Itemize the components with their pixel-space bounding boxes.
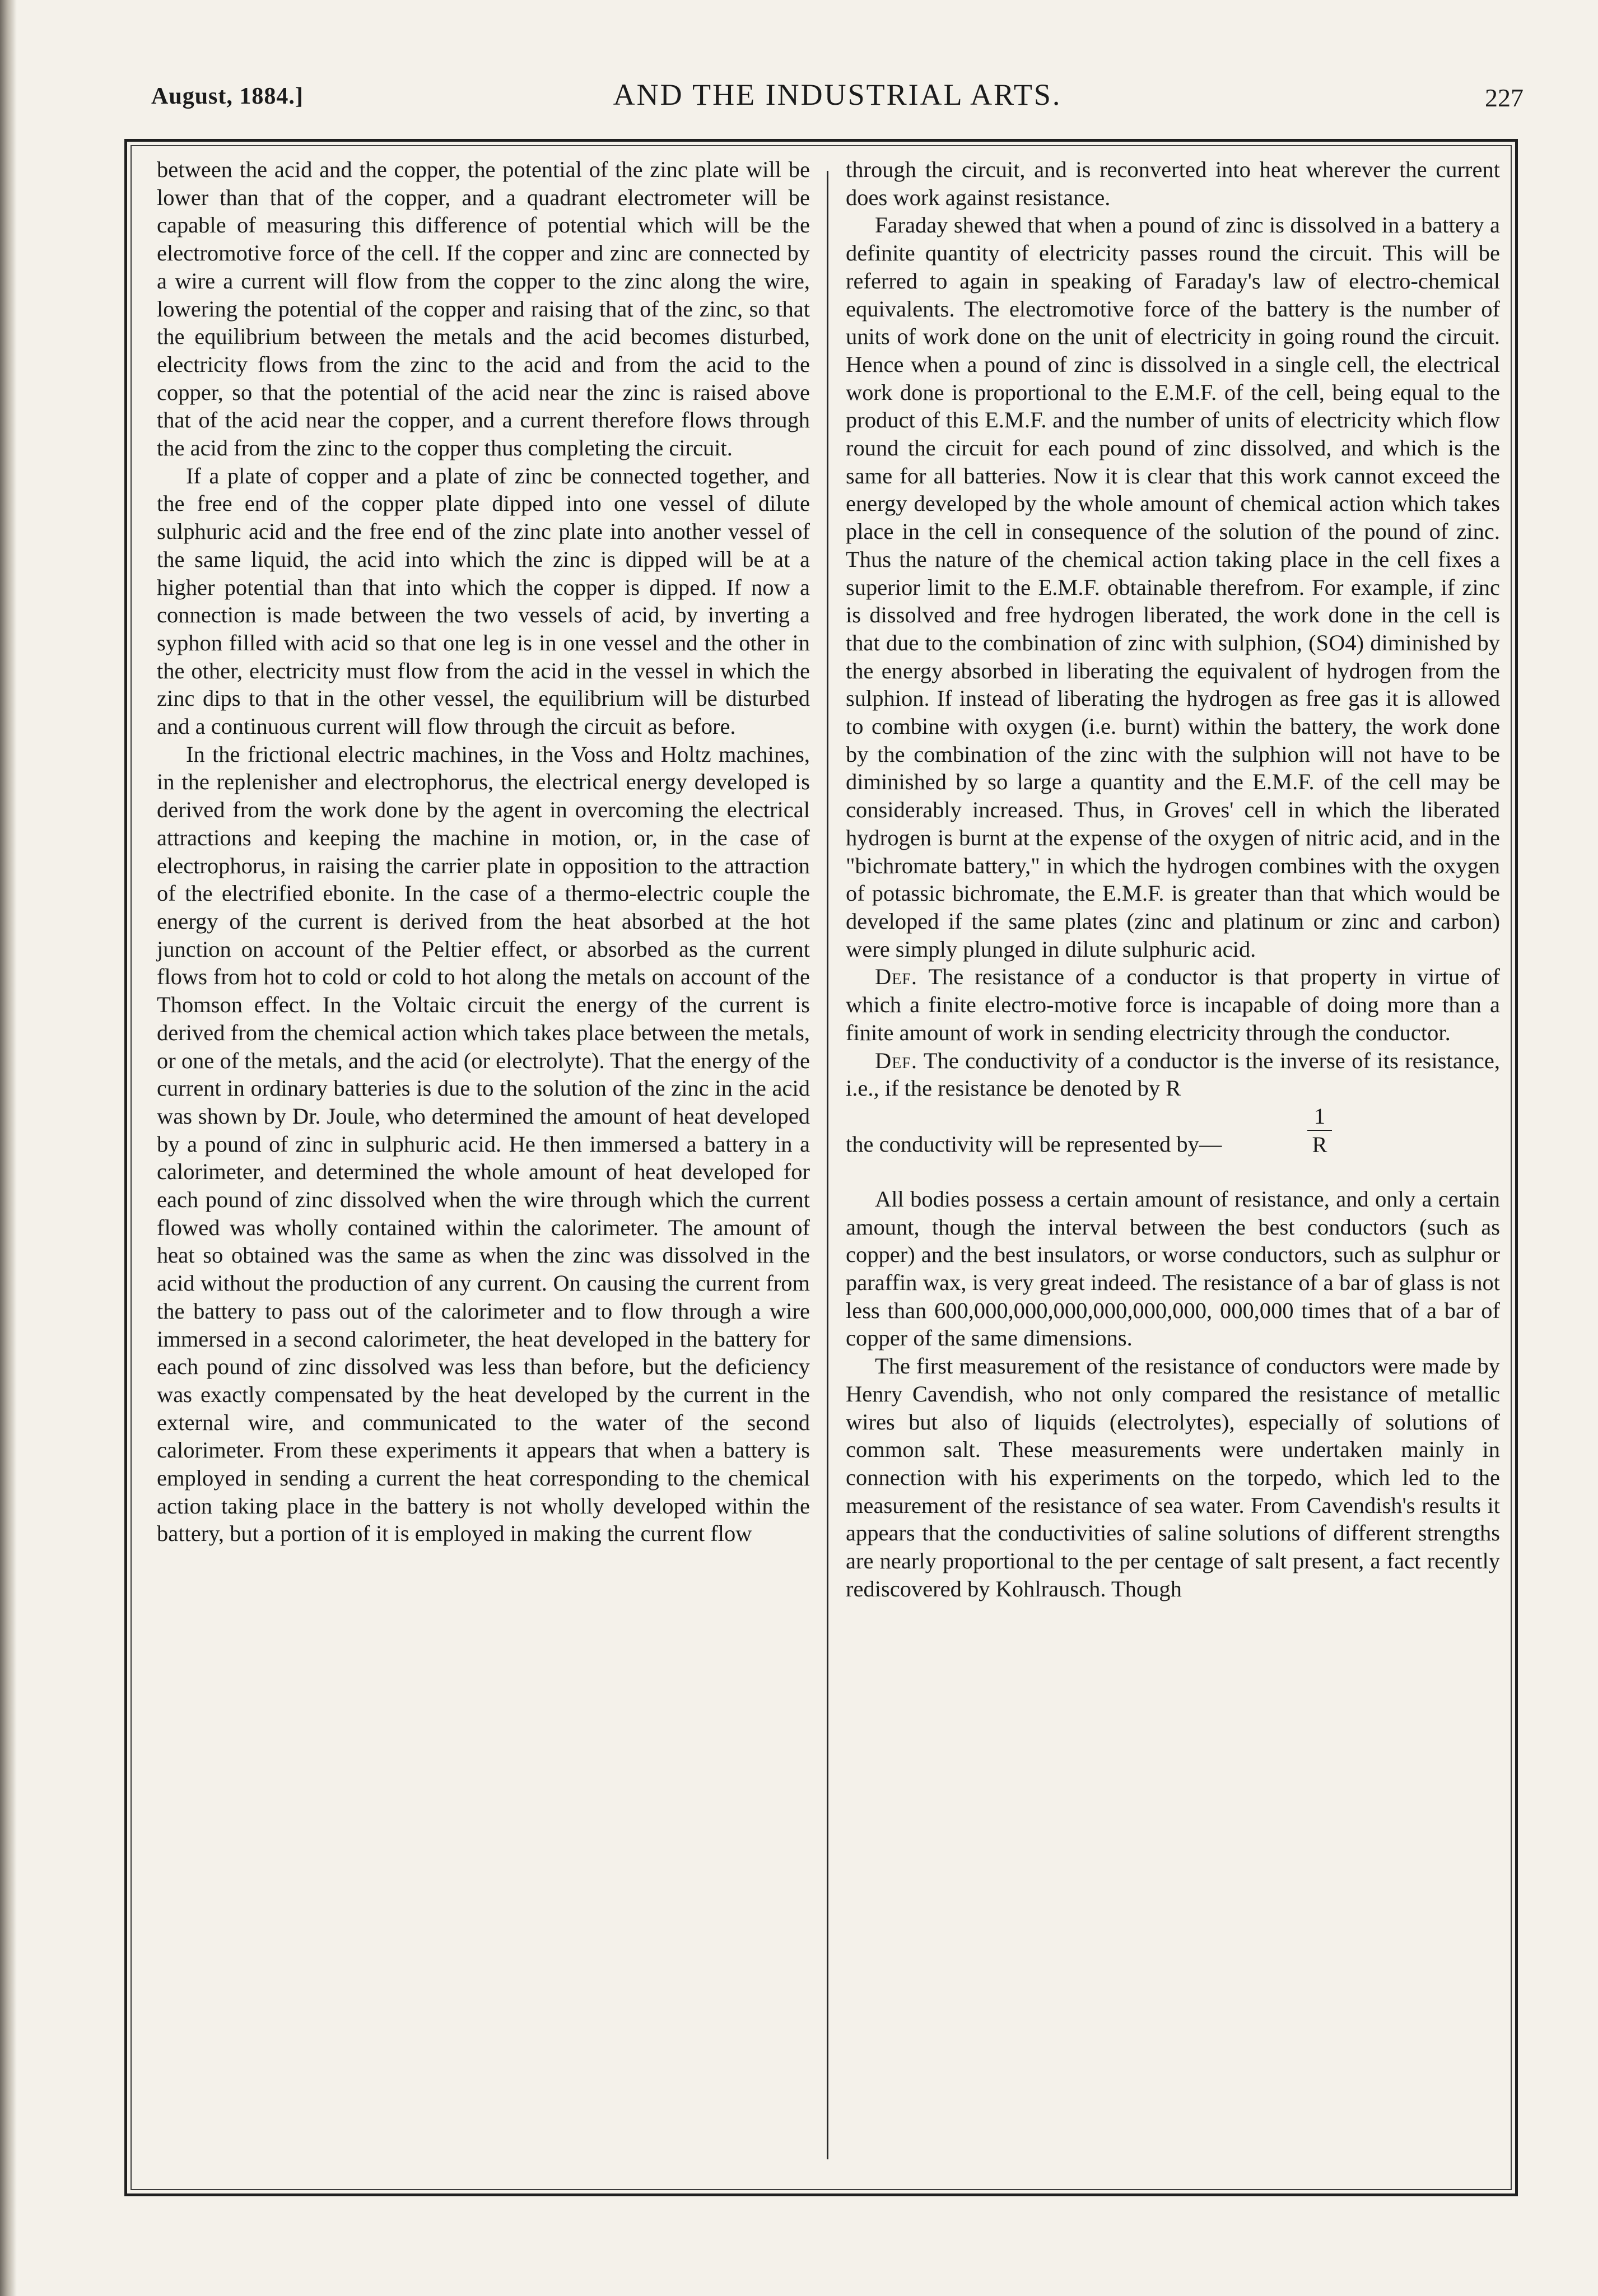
fraction-denominator: R bbox=[1312, 1131, 1327, 1157]
definition-text: The conductivity of a conductor is the inverse of its resistance, i.e., if the resistance be denoted by R bbox=[846, 1047, 1500, 1101]
right-column bbox=[846, 156, 1500, 1603]
paragraph: If a plate of copper and a plate of zinc be connected together, and the free end of the copper plate dipped into one vessel of dilute sulphuric acid and the free end of the zinc plate into another vessel of the same liquid, the acid into which the zinc is dipped will be at a higher potential than that into which the copper is dipped. If now a connection is made between the two vessels of acid, by inverting a syphon filled with acid so that one leg is in one vessel and the other in the other, electricity must flow from the acid in the vessel in which the zinc dips to that in the other vessel, the equilibrium will be disturbed and a continuous current will flow through the circuit as before. bbox=[157, 463, 810, 739]
paragraph: The first measurement of the resistance of conductors were made by Henry Cavendish, who not only compared the resistance of metallic wires but also of liquids (electrolytes), especially of solutions of common salt. These measurements were undertaken mainly in connection with his experiments on the torpedo, which led to the measurement of the resistance of sea water. From Cavendish's results it appears that the conductivities of saline solutions of different strengths are nearly proportional to the per centage of salt present, a fact recently rediscovered by Kohlrausch. Though bbox=[846, 1353, 1500, 1601]
definition-text: The resistance of a conductor is that property in virtue of which a finite electro-motive force is incapable of doing more than a finite amount of work in sending electricity through the conductor. bbox=[846, 964, 1500, 1045]
journal-title: AND THE INDUSTRIAL ARTS. bbox=[613, 78, 1062, 111]
paragraph: through the circuit, and is reconverted into heat wherever the current does work against resistance. bbox=[846, 157, 1500, 210]
definition-conductivity bbox=[846, 1047, 1500, 1102]
page-binding-edge bbox=[0, 0, 17, 2296]
definition-resistance bbox=[846, 963, 1500, 1046]
conductivity-formula bbox=[846, 1102, 1500, 1185]
definition-label: Def. bbox=[875, 964, 918, 990]
issue-date: August, 1884.] bbox=[151, 83, 304, 109]
paragraph: Faraday shewed that when a pound of zinc is dissolved in a battery a definite quantity of electricity passes round the circuit. This will be referred to again in speaking of Faraday's law of electro-chemical equivalents. The electromotive force of the battery is the number of units of work done on the unit of electricity in going round the circuit. Hence when a pound of zinc is dissolved in a single cell, the electrical work done is proportional to the E.M.F. of the cell, being equal to the product of this E.M.F. and the number of units of electricity which flow round the circuit for each pound of zinc dissolved, and which is the same for all batteries. Now it is clear that this work cannot exceed the energy developed by the whole amount of chemical action which takes place in the cell in consequence of the solution of the pound of zinc. Thus the nature of the chemical action taking place in the cell fixes a superior limit to the E.M.F. obtainable therefrom. For example, if zinc is dissolved and free hydrogen liberated, the work done in the cell is that due to the combination of zinc with sulphion, (SO4) diminished by the energy absorbed in liberating the equivalent of hydrogen from the sulphion. If instead of liberating the hydrogen as free gas it is allowed to combine with oxygen (i.e. burnt) within the battery, the work done by the combination of the zinc with the sulphion will not have to be diminished by so large a quantity and the E.M.F. of the cell may be considerably increased. Thus, in Groves' cell in which the liberated hydrogen is burnt at the expense of the oxygen of nitric acid, and in the "bichromate battery," in which the hydrogen combines with the oxygen of potassic bichromate, the E.M.F. is greater than that which would be developed if the same plates (zinc and platinum or zinc and carbon) were simply plunged in dilute sulphuric acid. bbox=[846, 212, 1500, 962]
formula-text: the conductivity will be represented by— bbox=[846, 1131, 1222, 1157]
page-number: 227 bbox=[1485, 83, 1524, 112]
paragraph: In the frictional electric machines, in the Voss and Holtz machines, in the replenisher and electrophorus, the electrical energy developed is derived from the work done by the agent in overcoming the electrical attractions and keeping the machine in motion, or, in the case of electrophorus, in raising the carrier plate in opposition to the attraction of the electrified ebonite. In the case of a thermo-electric couple the energy of the current is derived from the heat absorbed at the hot junction on account of the Peltier effect, or absorbed as the current flows from hot to cold or cold to hot along the metals on account of the Thomson effect. In the Voltaic circuit the energy of the current is derived from the chemical action which takes place between the metals, or one of the metals, and the acid (or electrolyte). That the energy of the current in ordinary batteries is due to the solution of the zinc in the acid was shown by Dr. Joule, who determined the amount of heat developed by a pound of zinc in sulphuric acid. He then immersed a battery in a calorimeter, and determined the whole amount of heat developed for each pound of zinc dissolved when the wire through which the current flowed was wholly contained within the calorimeter. The amount of heat so obtained was the same as when the zinc was dissolved in the acid without the production of any current. On causing the current from the battery to pass out of the calorimeter and to flow through a wire immersed in a second calorimeter, the heat developed in the battery for each pound of zinc dissolved was less than before, but the deficiency was exactly compensated by the heat developed by the current in the external wire, and communicated to the water of the second calorimeter. From these experiments it appears that when a battery is employed in sending a current the heat corresponding to the chemical action taking place in the battery is not wholly developed within the battery, but a portion of it is employed in making the current flow bbox=[157, 741, 810, 1547]
fraction bbox=[1306, 1102, 1333, 1158]
paragraph: All bodies possess a certain amount of resistance, and only a certain amount, though the interval between the best conductors (such as copper) and the best insulators, or worse conductors, such as sulphur or paraffin wax, is very great indeed. The resistance of a bar of glass is not less than 600,000,000,000,000,000,000, 000,000 times that of a bar of copper of the same dimensions. bbox=[846, 1186, 1500, 1351]
definition-label: Def. bbox=[875, 1047, 918, 1073]
column-divider bbox=[827, 171, 828, 2159]
running-head bbox=[151, 77, 1524, 128]
fraction-numerator: 1 bbox=[1313, 1103, 1326, 1129]
left-column bbox=[157, 156, 810, 1548]
paragraph: between the acid and the copper, the potential of the zinc plate will be lower than that of the copper, and a quadrant electrometer will be capable of measuring this difference of potential which will be the electromotive force of the cell. If the copper and zinc are connected by a wire a current will flow from the copper to the zinc along the wire, lowering the potential of the copper and raising that of the zinc, so that the equilibrium between the metals and the acid becomes disturbed, electricity flows from the zinc to the acid and from the acid to the copper, so that the potential of the acid near the zinc is raised above that of the acid near the copper, and a current therefore flows through the acid from the zinc to the copper thus completing the circuit. bbox=[157, 157, 810, 461]
